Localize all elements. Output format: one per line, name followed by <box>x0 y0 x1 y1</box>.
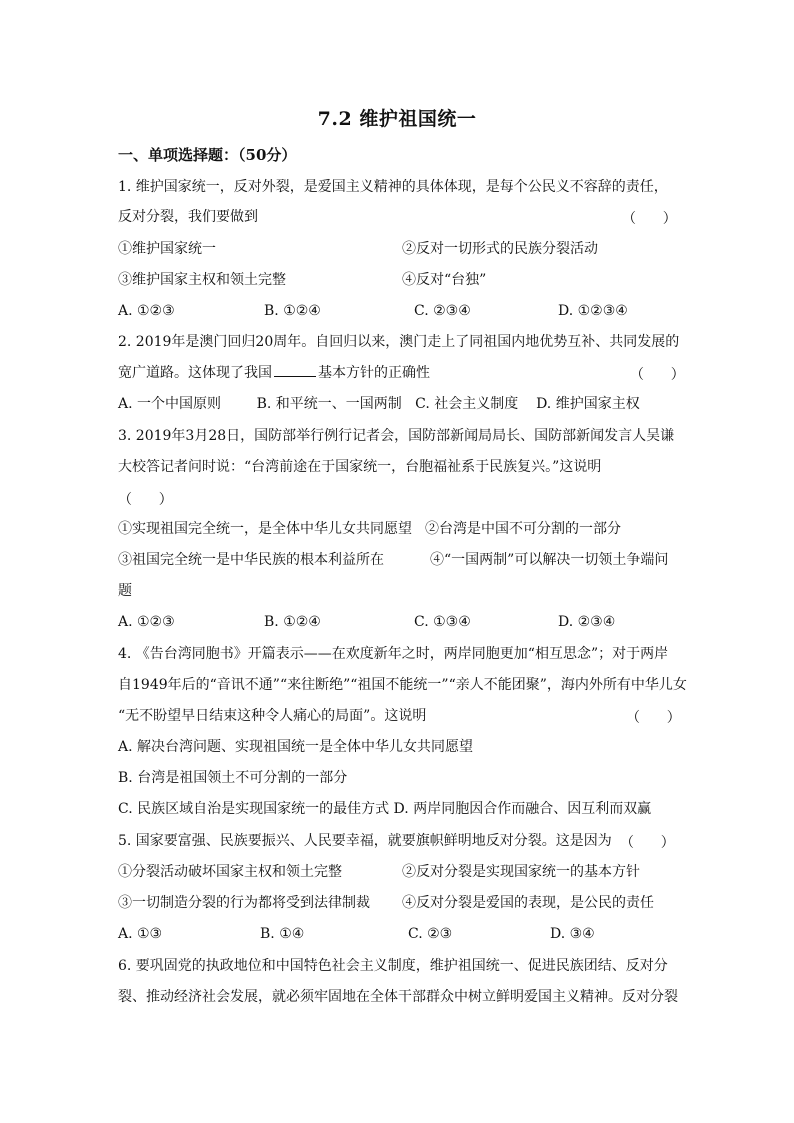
q3-answer-paren: （ ） <box>118 492 173 508</box>
q1-option-1: ①维护国家统一 <box>118 241 216 257</box>
q5-option-1: ①分裂活动破坏国家主权和领土完整 <box>118 864 342 880</box>
q3-stem-line2: 大校答记者问时说：“台湾前途在于国家统一，台胞福祉系于民族复兴。”这说明 <box>118 459 602 475</box>
q2-stem-line1: 2. 2019年是澳门回归20周年。自回归以来，澳门走上了同祖国内地优势互补、共同发展的 <box>118 334 680 350</box>
q3-choice-c: C. ①③④ <box>414 614 471 630</box>
q1-choice-d: D. ①②③④ <box>558 303 628 319</box>
q3-option-2: ②台湾是中国不可分割的一部分 <box>425 521 621 537</box>
section-heading: 一、单项选择题：（50分） <box>118 146 297 164</box>
q3-option-4-continued: 题 <box>118 583 132 599</box>
q1-choice-c: C. ②③④ <box>414 303 471 319</box>
q3-choice-b: B. ①②④ <box>264 614 321 630</box>
q3-option-3: ③祖国完全统一是中华民族的根本利益所在 <box>118 552 384 568</box>
q5-stem-line1: 5. 国家要富强、民族要振兴、人民要幸福，就要旗帜鲜明地反对分裂。这是因为 <box>118 833 612 849</box>
q6-stem-line1: 6. 要巩固党的执政地位和中国特色社会主义制度，维护祖国统一、促进民族团结、反对分 <box>118 958 668 974</box>
q4-answer-paren: （ ） <box>626 710 681 726</box>
q1-option-3: ③维护国家主权和领土完整 <box>118 272 286 288</box>
q2-stem-part1: 宽广道路。这体现了我国 <box>118 365 272 381</box>
q5-choice-c: C. ②③ <box>408 926 453 942</box>
q2-choices: A. 一个中国原则 B. 和平统一、一国两制 C. 社会主义制度 D. 维护国家主权 <box>118 396 640 412</box>
q4-stem-line3: “无不盼望早日结束这种令人痛心的局面”。这说明 <box>118 708 427 724</box>
q3-option-4: ④“一国两制”可以解决一切领土争端问 <box>430 552 669 568</box>
q5-choice-d: D. ③④ <box>550 926 595 942</box>
fill-blank <box>274 364 316 377</box>
q5-option-3: ③一切制造分裂的行为都将受到法律制裁 <box>118 895 370 911</box>
q5-choice-b: B. ①④ <box>260 926 305 942</box>
q2-stem-line2 <box>118 364 678 382</box>
q4-choices-cd: C. 民族区域自治是实现国家统一的最佳方式 D. 两岸同胞因合作而融合、因互利而双赢 <box>118 801 652 817</box>
q3-choice-d: D. ②③④ <box>558 614 616 630</box>
q5-option-4: ④反对分裂是爱国的表现，是公民的责任 <box>402 895 654 911</box>
q5-choice-a: A. ①③ <box>118 926 163 942</box>
q6-stem-line2: 裂、推动经济社会发展，就必须牢固地在全体干部群众中树立鲜明爱国主义精神。反对分裂 <box>118 989 678 1005</box>
q1-option-2: ②反对一切形式的民族分裂活动 <box>402 241 598 257</box>
q5-answer-paren: （ ） <box>620 835 675 851</box>
q1-stem-line1: 1. 维护国家统一，反对外裂，是爱国主义精神的具体体现，是每个公民义不容辞的责任， <box>118 179 668 195</box>
q1-choice-b: B. ①②④ <box>264 303 321 319</box>
q4-stem-line1: 4. 《告台湾同胞书》开篇表示——在欢度新年之时，两岸同胞更加“相互思念”；对于两岸 <box>118 646 669 662</box>
q3-stem-line1: 3. 2019年3月28日，国防部举行例行记者会，国防部新闻局局长、国防部新闻发言人吴谦 <box>118 428 675 444</box>
q4-stem-line2: 自1949年后的“音讯不通”“来往断绝”“祖国不能统一”“亲人不能团聚”，海内外所有中华儿女 <box>118 677 687 693</box>
q4-choice-b: B. 台湾是祖国领土不可分割的一部分 <box>118 770 348 786</box>
q1-stem-line2: 反对分裂，我们要做到 <box>118 209 258 225</box>
q5-option-2: ②反对分裂是实现国家统一的基本方针 <box>402 864 640 880</box>
q3-choice-a: A. ①②③ <box>118 614 175 630</box>
q2-stem-part2: 基本方针的正确性 <box>318 365 430 381</box>
q1-choice-a: A. ①②③ <box>118 303 175 319</box>
q3-option-1: ①实现祖国完全统一，是全体中华儿女共同愿望 <box>118 521 412 537</box>
q4-choice-a: A. 解决台湾问题、实现祖国统一是全体中华儿女共同愿望 <box>118 739 474 755</box>
q1-answer-paren: （ ） <box>622 211 677 227</box>
q2-answer-paren: （ ） <box>630 367 685 383</box>
page-title: 7.2 维护祖国统一 <box>317 108 477 130</box>
q1-option-4: ④反对“台独” <box>402 272 487 288</box>
